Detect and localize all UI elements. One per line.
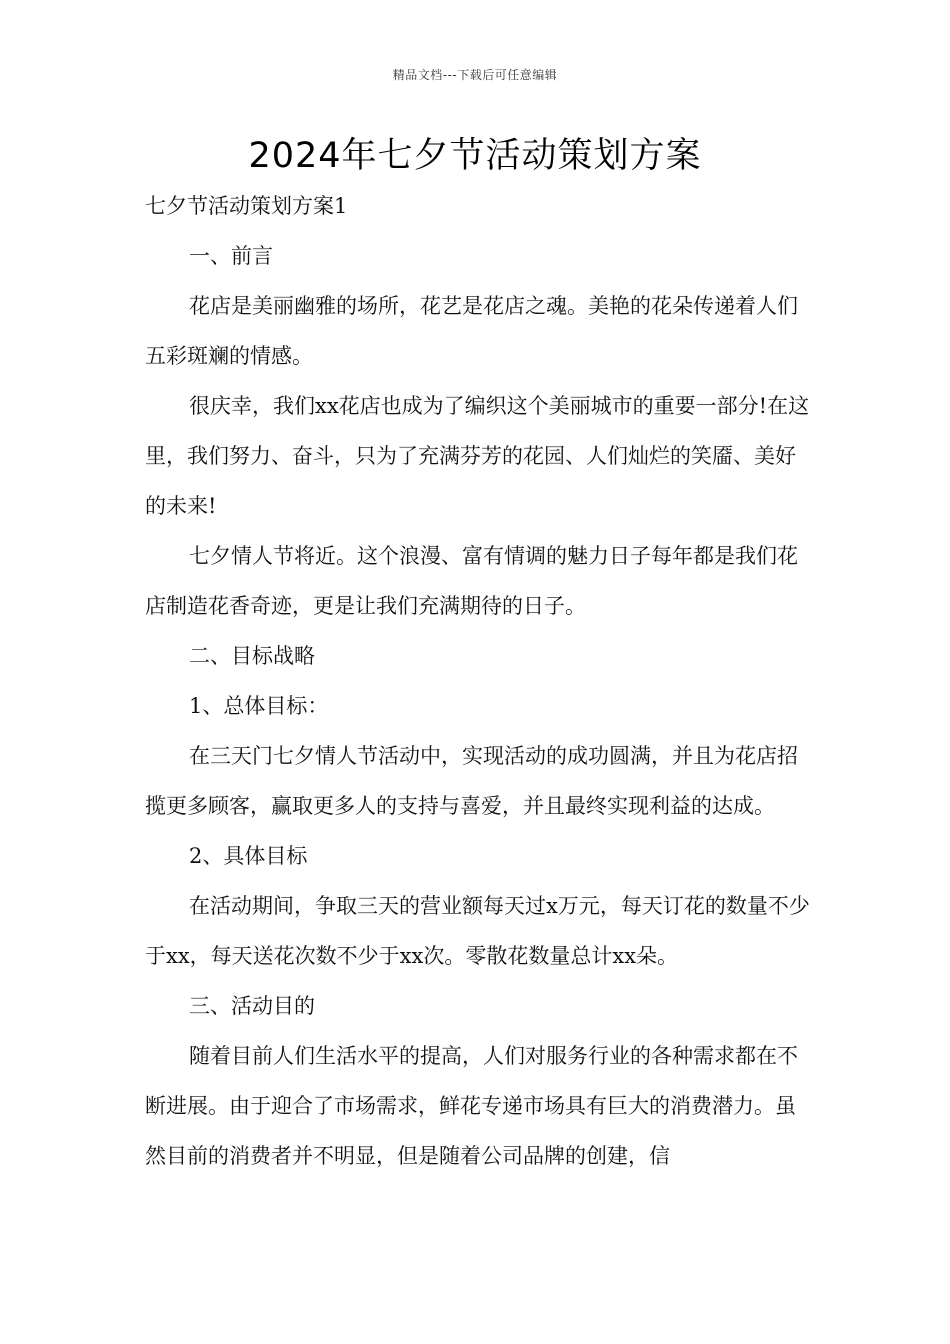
section-heading: 一、前言 — [189, 244, 273, 268]
paragraph: 七夕节活动策划方案1 — [145, 194, 348, 218]
paragraph: 在活动期间，争取三天的营业额每天过x万元，每天订花的数量不少于xx，每天送花次数不少于xx次。零散花数量总计xx朵。 — [145, 894, 810, 968]
subsection-heading: 2、具体目标 — [189, 844, 308, 868]
subsection-heading: 1、总体目标： — [189, 694, 329, 718]
header-note: 精品文档---下载后可任意编辑 — [392, 68, 558, 82]
section-heading: 三、活动目的 — [189, 994, 315, 1018]
document-title: 2024年七夕节活动策划方案 — [248, 136, 702, 176]
paragraph: 随着目前人们生活水平的提高，人们对服务行业的各种需求都在不断进展。由于迎合了市场需求，鲜花专递市场具有巨大的消费潜力。虽然目前的消费者并不明显，但是随着公司品牌的创建，信 — [145, 1044, 798, 1168]
paragraph: 花店是美丽幽雅的场所，花艺是花店之魂。美艳的花朵传递着人们五彩斑斓的情感。 — [145, 294, 798, 368]
paragraph: 七夕情人节将近。这个浪漫、富有情调的魅力日子每年都是我们花店制造花香奇迹，更是让我们充满期待的日子。 — [145, 544, 798, 618]
paragraph: 很庆幸，我们xx花店也成为了编织这个美丽城市的重要一部分!在这里，我们努力、奋斗，只为了充满芬芳的花园、人们灿烂的笑靥、美好的未来! — [145, 394, 810, 518]
document-body — [145, 181, 813, 1181]
section-heading: 二、目标战略 — [189, 644, 315, 668]
paragraph: 在三天门七夕情人节活动中，实现活动的成功圆满，并且为花店招揽更多顾客，赢取更多人的支持与喜爱，并且最终实现利益的达成。 — [145, 744, 798, 818]
